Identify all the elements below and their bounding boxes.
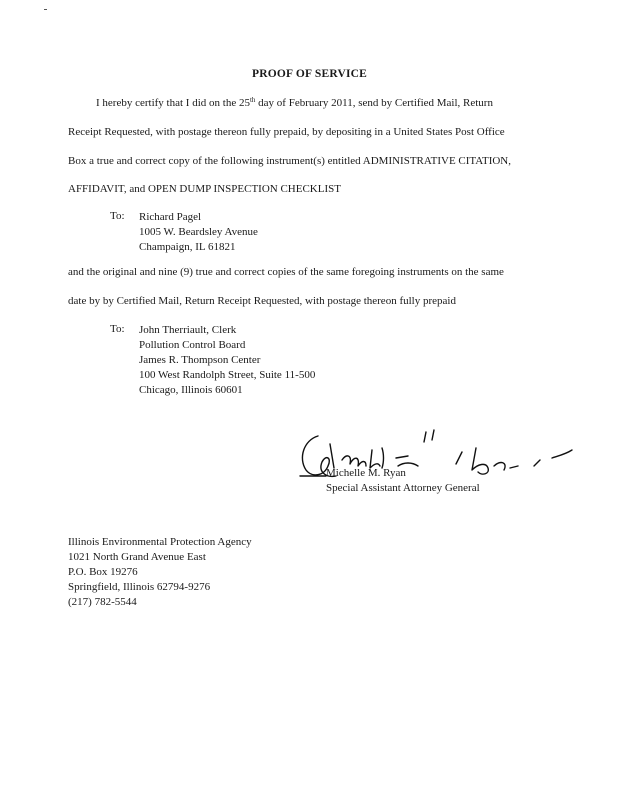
certification-text-b: day of February 2011, send by Certified Mail, Return [255,97,493,109]
recipient-1-address [139,210,258,255]
certification-line-1 [96,97,493,109]
certification-line-2: Receipt Requested, with postage thereon fully prepaid, by depositing in a United States Post Office [68,126,505,138]
address-line: 100 West Randolph Street, Suite 11-500 [139,369,316,381]
signer-block [326,466,480,496]
agency-line: Illinois Environmental Protection Agency [68,536,252,548]
certification-line-6: date by by Certified Mail, Return Receipt Requested, with postage thereon fully prepaid [68,295,456,307]
agency-line: P.O. Box 19276 [68,566,138,578]
signer-title: Special Assistant Attorney General [326,482,480,494]
agency-line: (217) 782-5544 [68,596,137,608]
address-line: Richard Pagel [139,211,202,223]
address-line: Champaign, IL 61821 [139,241,236,253]
recipient-1-label: To: [110,210,125,222]
certification-text-a: I hereby certify that I did on the 25 [96,97,250,109]
address-line: 1005 W. Beardsley Avenue [139,226,258,238]
agency-address-block [68,535,252,610]
address-line: James R. Thompson Center [139,354,261,366]
ordinal-suffix: th [249,96,256,104]
certification-line-3: Box a true and correct copy of the following instrument(s) entitled ADMINISTRATIVE CITATION, [68,155,511,167]
certification-line-5: and the original and nine (9) true and correct copies of the same foregoing instruments on the same [68,266,504,278]
recipient-2-label: To: [110,323,125,335]
page-title: PROOF OF SERVICE [251,68,368,80]
address-line: John Therriault, Clerk [139,324,237,336]
certification-line-4: AFFIDAVIT, and OPEN DUMP INSPECTION CHECKLIST [68,183,341,195]
agency-line: 1021 North Grand Avenue East [68,551,206,563]
scan-speck [44,9,47,10]
agency-line: Springfield, Illinois 62794-9276 [68,581,211,593]
recipient-2-address [139,323,315,398]
signer-name: Michelle M. Ryan [326,467,406,479]
address-line: Chicago, Illinois 60601 [139,384,243,396]
address-line: Pollution Control Board [139,339,246,351]
